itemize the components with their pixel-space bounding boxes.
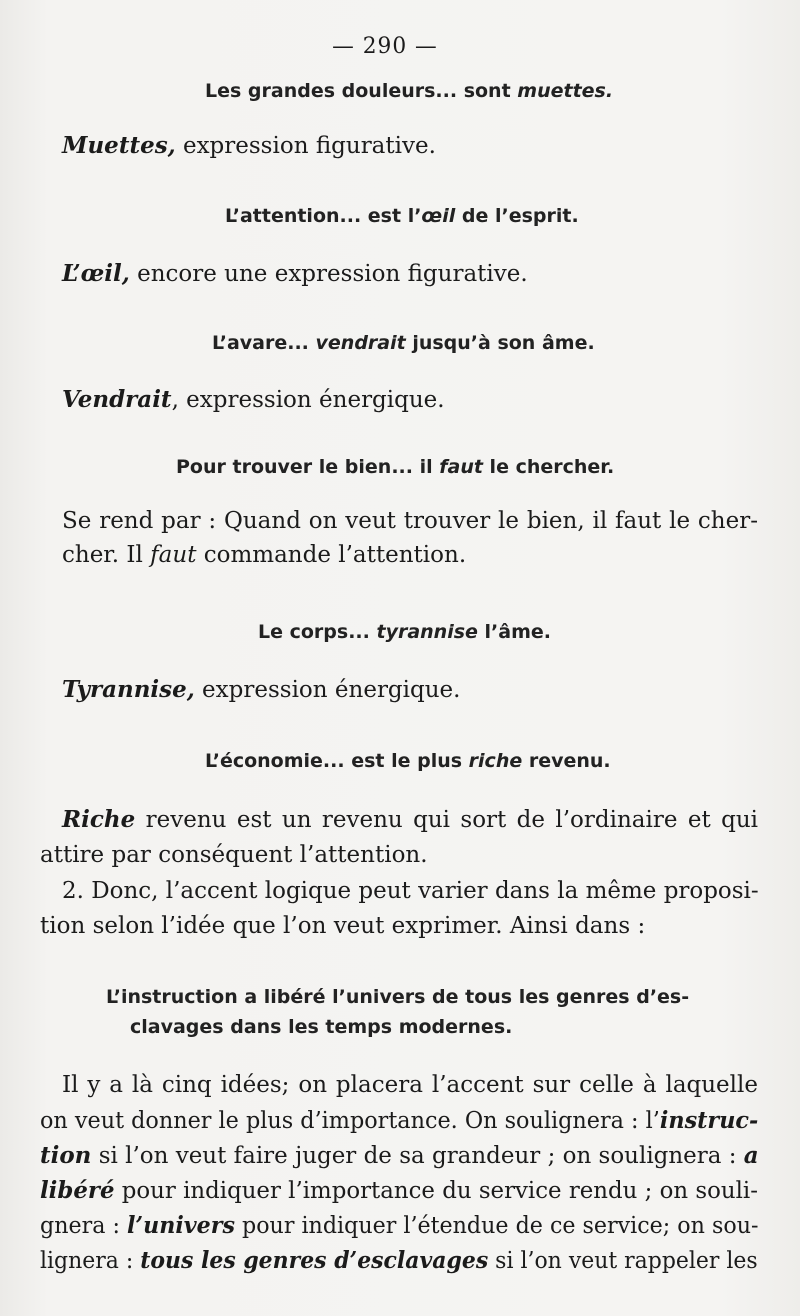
body-line: gnera : l’univers pour indiquer l’étendue de ce service; on sou-	[40, 1212, 759, 1239]
example-line: L’avare... vendrait jusqu’à son âme.	[212, 332, 595, 354]
example-line: L’instruction a libéré l’univers de tous les genres d’es-	[106, 986, 690, 1008]
body-line: Vendrait, expression énergique.	[62, 386, 445, 413]
example-line: L’économie... est le plus riche revenu.	[205, 750, 611, 772]
body-line: tion si l’on veut faire juger de sa grandeur ; on soulignera : a	[40, 1142, 759, 1169]
body-line: lignera : tous les genres d’esclavages si l’on veut rappeler les	[40, 1247, 758, 1274]
example-line: Le corps... tyrannise l’âme.	[258, 621, 551, 643]
body-line: on veut donner le plus d’importance. On soulignera : l’instruc-	[40, 1107, 759, 1134]
body-line: cher. Il faut commande l’attention.	[62, 542, 467, 568]
example-line: Les grandes douleurs... sont muettes.	[205, 80, 614, 102]
body-line: Muettes, expression figurative.	[62, 132, 436, 159]
body-line: libéré pour indiquer l’importance du service rendu ; on souli-	[40, 1177, 758, 1204]
example-line: L’attention... est l’œil de l’esprit.	[225, 205, 579, 227]
body-line: attire par conséquent l’attention.	[40, 842, 428, 868]
body-line: L’œil, encore une expression figurative.	[62, 260, 528, 287]
body-line: Tyrannise, expression énergique.	[62, 676, 461, 703]
body-line: Il y a là cinq idées; on placera l’accent sur celle à laquelle	[62, 1072, 758, 1098]
body-line: 2. Donc, l’accent logique peut varier dans la même proposi-	[62, 878, 759, 904]
body-line: tion selon l’idée que l’on veut exprimer. Ainsi dans :	[40, 913, 646, 939]
body-line: Se rend par : Quand on veut trouver le bien, il faut le cher-	[62, 508, 758, 534]
example-line: Pour trouver le bien... il faut le chercher.	[176, 456, 615, 478]
body-line: Riche revenu est un revenu qui sort de l’ordinaire et qui	[62, 806, 758, 833]
example-line: clavages dans les temps modernes.	[130, 1016, 513, 1038]
page-number: — 290 —	[332, 34, 438, 59]
